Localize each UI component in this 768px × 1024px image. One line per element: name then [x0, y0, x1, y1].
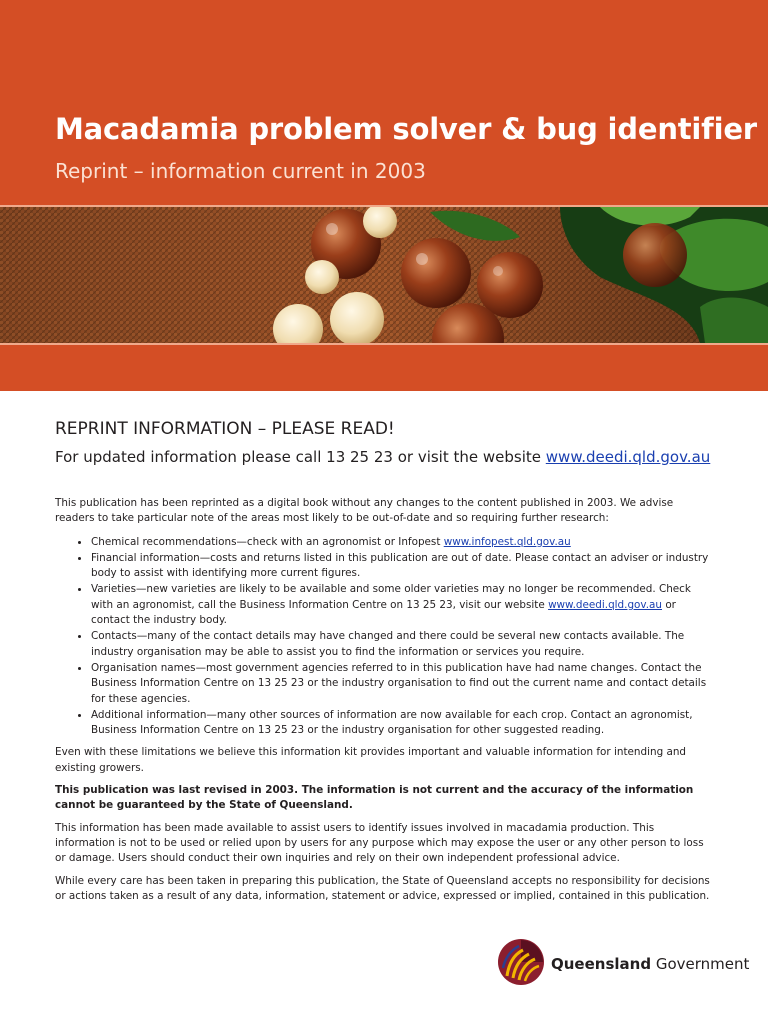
queensland-government-logo — [497, 940, 749, 988]
infopest-link[interactable]: www.infopest.qld.gov.au — [443, 535, 571, 548]
list-item — [91, 660, 715, 707]
list-item-text: Chemical recommendations—check with an agronomist or Infopest — [91, 535, 444, 548]
list-item — [91, 550, 715, 582]
queensland-government-crest-icon — [497, 938, 545, 990]
list-item — [91, 534, 715, 550]
logo-word-government: Government — [651, 955, 750, 973]
intro-paragraph: This publication has been reprinted as a digital book without any changes to the content published in 2003. We advise readers to take particular note of the areas most likely to be out-of-date and so requiring further research: — [55, 497, 674, 525]
deedi-website-link[interactable]: www.deedi.qld.gov.au — [545, 448, 711, 466]
list-item — [91, 581, 715, 628]
list-item-text-after: or contact the industry body. — [91, 598, 676, 627]
page-subtitle: Reprint – information current in 2003 — [55, 159, 426, 183]
reprint-heading: REPRINT INFORMATION – PLEASE READ! — [55, 419, 395, 439]
disclaimer-paragraph: While every care has been taken in preparing this publication, the State of Queensland accepts no responsibility for decisions or actions taken as a result of any data, information, statement or advice, expressed or implied, contained in this publication. — [55, 874, 710, 902]
updated-info-line — [55, 448, 710, 466]
logo-wordmark — [551, 955, 749, 973]
list-item — [91, 628, 715, 660]
revised-warning-paragraph: This publication was last revised in 2003. The information is not current and the accuracy of the information cannot be guaranteed by the State of Queensland. — [55, 784, 694, 812]
body-text — [55, 496, 715, 911]
page-title: Macadamia problem solver & bug identifier — [55, 112, 757, 146]
list-item-text: Contacts—many of the contact details may have changed and there could be several new contacts available. The industry organisation may be able to assist you to find the information or services you require. — [91, 630, 685, 658]
out-of-date-list — [55, 534, 715, 739]
updated-info-text: For updated information please call 13 25 23 or visit the website — [55, 448, 546, 466]
limitations-paragraph: Even with these limitations we believe this information kit provides important and valuable information for intending and existing growers. — [55, 746, 687, 774]
list-item-text: Additional information—many other sources of information are now available for each crop. Contact an agronomist, Business Information Centre on 13 25 23 or the industry organisation for other suggested reading. — [91, 708, 693, 737]
deedi-link[interactable]: www.deedi.qld.gov.au — [548, 598, 663, 611]
header-banner — [0, 0, 768, 391]
logo-word-queensland: Queensland — [551, 955, 652, 973]
assist-paragraph: This information has been made available to assist users to identify issues involved in macadamia production. This information is not to be used or relied upon by users for any purpose which may expose the user or any other person to loss or damage. Users should conduct their own inquiries and rely on their own independent professional advice. — [55, 821, 704, 865]
list-item-text: Varieties—new varieties are likely to be available and some older varieties may no longer be recommended. Check with an agronomist, call the Business Information Centre on 13 25 23, visit our website — [91, 583, 691, 611]
list-item — [91, 707, 715, 739]
list-item-text: Financial information—costs and returns listed in this publication are out of date. Please contact an adviser or industry body to assist with identifying more current figures. — [91, 551, 709, 580]
list-item-text: Organisation names—most government agencies referred to in this publication have had name changes. Contact the Business Information Centre on 13 25 23 or the industry organisation to find out the current name and contact details for these agencies. — [91, 661, 707, 705]
macadamia-photo — [0, 205, 768, 345]
